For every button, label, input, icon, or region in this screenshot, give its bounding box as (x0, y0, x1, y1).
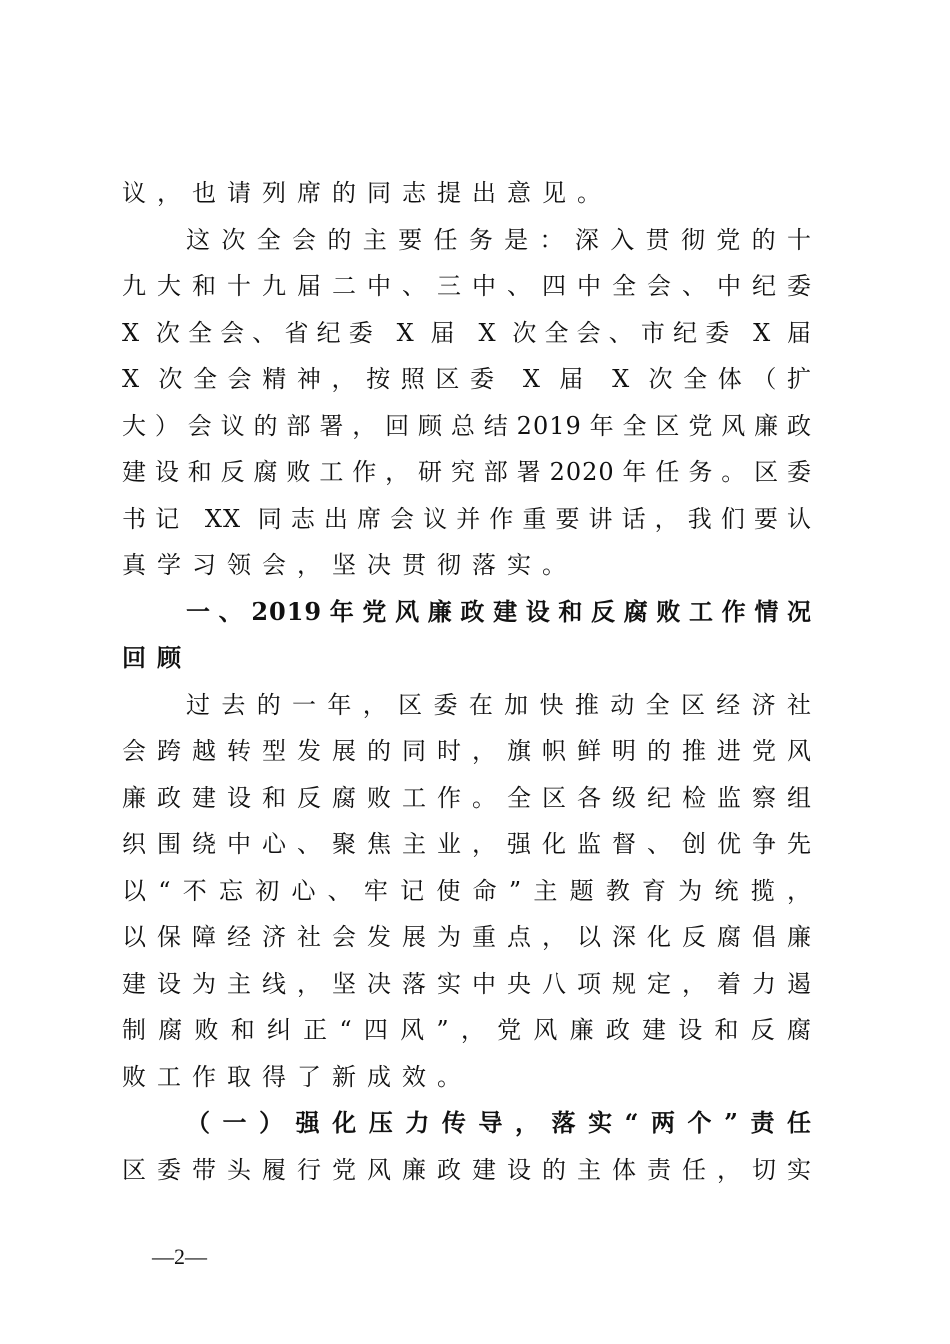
paragraph-line: 建设为主线，坚决落实中央八项规定，着力遏 (122, 969, 812, 998)
paragraph-line: 书记 XX 同志出席会议并作重要讲话，我们要认 (122, 504, 812, 533)
section-heading-line: 回顾 (122, 643, 192, 672)
paragraph-line: 区委带头履行党风廉政建设的主体责任，切实 (122, 1155, 812, 1184)
page-number: —2— (152, 1244, 207, 1269)
paragraph-line: 这次全会的主要任务是：深入贯彻党的十 (186, 225, 812, 254)
paragraph-line: X 次全会、省纪委 X 届 X 次全会、市纪委 X 届 (122, 318, 812, 347)
paragraph-line: 以“不忘初心、牢记使命”主题教育为统揽， (122, 876, 812, 905)
paragraph-line: 织围绕中心、聚焦主业，强化监督、创优争先 (122, 830, 812, 858)
document-body (122, 170, 812, 1193)
paragraph-line: 败工作取得了新成效。 (122, 1062, 472, 1091)
paragraph-line: 大）会议的部署，回顾总结2019年全区党风廉政 (122, 411, 812, 440)
paragraph-line: 真学习领会，坚决贯彻落实。 (122, 551, 577, 579)
paragraph-line: 以保障经济社会发展为重点，以深化反腐倡廉 (122, 923, 812, 951)
paragraph-line: 建设和反腐败工作，研究部署2020年任务。区委 (122, 458, 812, 486)
paragraph-line: 过去的一年，区委在加快推动全区经济社 (186, 690, 812, 719)
paragraph-line: 会跨越转型发展的同时，旗帜鲜明的推进党风 (122, 737, 812, 765)
paragraph-line: X 次全会精神，按照区委 X 届 X 次全体（扩 (122, 365, 812, 393)
subsection-heading-line: （一）强化压力传导，落实“两个”责任 (186, 1108, 812, 1137)
paragraph-line: 廉政建设和反腐败工作。全区各级纪检监察组 (122, 783, 812, 812)
paragraph-line: 制腐败和纠正“四风”，党风廉政建设和反腐 (122, 1016, 812, 1044)
paragraph-line: 九大和十九届二中、三中、四中全会、中纪委 (122, 272, 812, 300)
paragraph-line: 议，也请列席的同志提出意见。 (122, 179, 612, 207)
section-heading-line: 一、2019年党风廉政建设和反腐败工作情况 (186, 596, 812, 626)
